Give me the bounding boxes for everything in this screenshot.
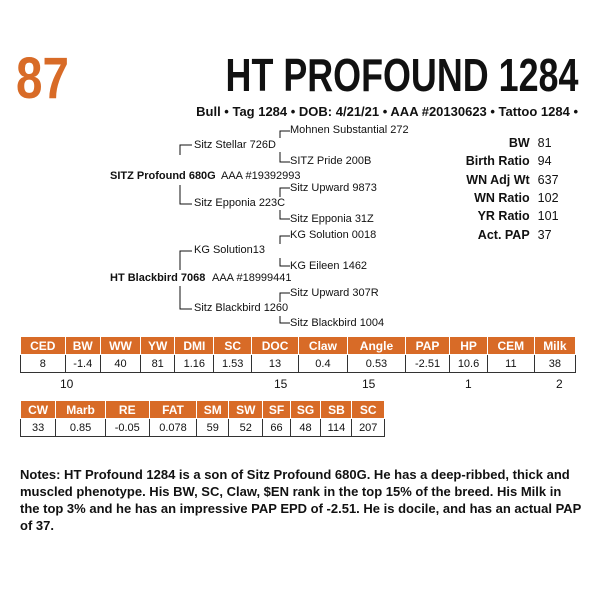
dam-name: HT Blackbird 7068: [110, 272, 206, 284]
epd-value: 1.53: [214, 355, 252, 373]
epd-value-row: [21, 355, 576, 373]
stat-label: Act. PAP: [477, 227, 530, 242]
sire-registration: AAA #19392993: [221, 170, 301, 182]
sire-sire-sire: Mohnen Substantial 272: [290, 124, 409, 136]
epd-header: Claw: [298, 337, 347, 355]
epd-header: CW: [21, 401, 56, 419]
epd-header: SW: [229, 401, 263, 419]
epd-header: FAT: [149, 401, 197, 419]
epd-value: 0.4: [298, 355, 347, 373]
dam-dam-dam: Sitz Blackbird 1004: [290, 317, 385, 329]
epd-value: 52: [229, 419, 263, 437]
stat-row: [455, 207, 575, 225]
epd-value: 13: [252, 355, 299, 373]
stat-label: YR Ratio: [477, 209, 530, 224]
epd-value: 59: [197, 419, 229, 437]
epd-header-row: [21, 401, 385, 419]
performance-stats: [455, 134, 575, 244]
epd-header: WW: [101, 337, 141, 355]
dam-registration: AAA #18999441: [212, 272, 292, 284]
sire-dam: Sitz Epponia 223C: [194, 197, 286, 209]
epd-value: 33: [21, 419, 56, 437]
stat-value: 81: [537, 136, 552, 151]
epd-header: CED: [21, 337, 66, 355]
epd-header: RE: [105, 401, 149, 419]
lot-number: 87: [16, 46, 69, 111]
sire-name: SITZ Profound 680G: [110, 170, 216, 182]
stat-value: 102: [537, 191, 559, 206]
epd-value-row: [21, 419, 385, 437]
epd-value: -1.4: [65, 355, 100, 373]
epd-rank-milk: 2: [556, 377, 563, 391]
epd-header: CEM: [487, 337, 534, 355]
epd-header: Angle: [347, 337, 405, 355]
epd-value: 114: [321, 419, 352, 437]
stat-label: WN Ratio: [474, 191, 530, 206]
epd-header: Marb: [56, 401, 106, 419]
sire-sire-dam: SITZ Pride 200B: [290, 155, 372, 167]
epd-header: SB: [321, 401, 352, 419]
epd-header: DMI: [175, 337, 214, 355]
epd-header: SF: [263, 401, 290, 419]
stat-label: BW: [508, 136, 530, 151]
epd-header: SG: [290, 401, 321, 419]
stat-value: 94: [537, 154, 552, 169]
epd-rank-sc: 15: [274, 377, 288, 391]
epd-header: SM: [197, 401, 229, 419]
epd-value: 207: [352, 419, 385, 437]
epd-value: 66: [263, 419, 290, 437]
stat-row: [455, 189, 575, 207]
stat-row: [455, 225, 575, 243]
epd-rank-claw: 15: [362, 377, 376, 391]
stat-row: [455, 134, 575, 152]
dam-dam: Sitz Blackbird 1260: [194, 302, 289, 314]
epd-value: 0.53: [347, 355, 405, 373]
epd-header: HP: [450, 337, 488, 355]
sire-dam-sire: Sitz Upward 9873: [290, 182, 377, 194]
epd-value: 11: [487, 355, 534, 373]
epd-rank-pap: 1: [465, 377, 472, 391]
stat-row: [455, 171, 575, 189]
stat-value: 101: [537, 209, 559, 224]
epd-value: 8: [21, 355, 66, 373]
stat-label: Birth Ratio: [465, 154, 530, 169]
dam-sire: KG Solution13: [194, 244, 265, 256]
epd-value: 40: [101, 355, 141, 373]
epd-value: -0.05: [105, 419, 149, 437]
stat-value: 37: [537, 227, 552, 242]
dam-sire-dam: KG Eileen 1462: [290, 260, 368, 272]
epd-rank-ced: 10: [60, 377, 74, 391]
epd-header: DOC: [252, 337, 299, 355]
animal-name: HT PROFOUND 1284: [225, 49, 578, 101]
stat-value: 637: [537, 172, 559, 187]
epd-header: PAP: [406, 337, 450, 355]
dam-sire-sire: KG Solution 0018: [290, 229, 377, 241]
animal-subtitle: Bull • Tag 1284 • DOB: 4/21/21 • AAA #20130623 • Tattoo 1284 •: [196, 104, 578, 119]
stat-label: WN Adj Wt: [466, 172, 530, 187]
stat-row: [455, 152, 575, 170]
epd-table-carcass: [20, 400, 385, 437]
epd-value: 0.85: [56, 419, 106, 437]
epd-header-row: [21, 337, 576, 355]
epd-header: BW: [65, 337, 100, 355]
epd-rank-row: [20, 377, 576, 393]
epd-header: SC: [352, 401, 385, 419]
sire-sire: Sitz Stellar 726D: [194, 139, 276, 151]
epd-value: 48: [290, 419, 321, 437]
sire-dam-dam: Sitz Epponia 31Z: [290, 213, 374, 225]
epd-header: SC: [214, 337, 252, 355]
epd-value: -2.51: [406, 355, 450, 373]
epd-value: 0.078: [149, 419, 197, 437]
epd-header: YW: [141, 337, 175, 355]
epd-value: 10.6: [450, 355, 488, 373]
dam-dam-sire: Sitz Upward 307R: [290, 287, 379, 299]
epd-value: 1.16: [175, 355, 214, 373]
epd-value: 81: [141, 355, 175, 373]
epd-table-main: [20, 336, 576, 373]
notes-paragraph: Notes: HT Profound 1284 is a son of Sitz Profound 680G. He has a deep-ribbed, thick and muscled phenotype. His BW, SC, Claw, $EN rank in the top 15% of the breed. His Milk in the top 3% and he has an impressive PAP EPD of -2.51. He is docile, and has an actual PAP of 37.: [20, 467, 582, 533]
epd-value: 38: [534, 355, 575, 373]
epd-header: Milk: [534, 337, 575, 355]
